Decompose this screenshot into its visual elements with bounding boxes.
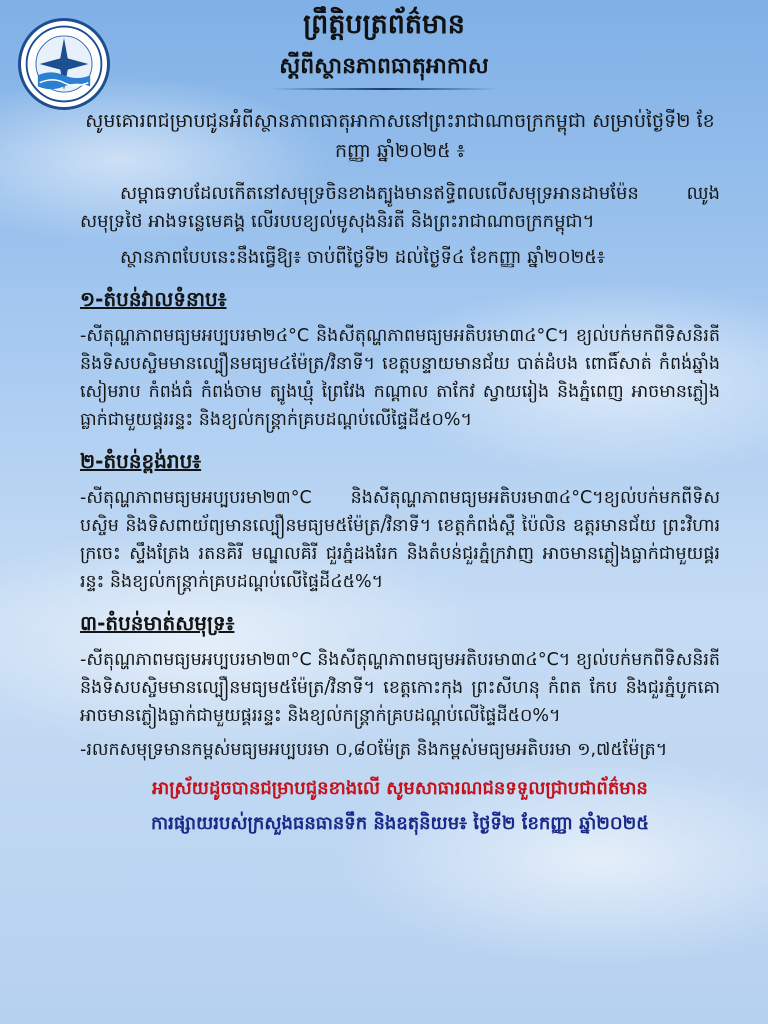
section-lowland-title: ១-តំបន់វាលទំនាប៖ — [80, 287, 227, 311]
intro-text: សូមគោរពជម្រាបជូនអំពីស្ថានភាពធាតុអាកាសនៅព្រះរាជាណាចក្រកម្ពុជា សម្រាប់ថ្ងៃទី២ ខែកញ្ញា ឆ្នាំ២០២៥ ៖ — [85, 110, 715, 162]
section-plateau-body: -សីតុណ្ហភាពមធ្យមអប្បបរមា២៣°C និងសីតុណ្ហភាពមធ្យមអតិបរមា៣៤°C។ខ្យល់បក់មកពីទិសបស្ចិម និងទិសពាយ័ព្យមានល្បឿនមធ្យម៥ម៉ែត្រ/វិនាទី។ ខេត្តកំពង់ស្ពឺ ប៉ៃលិន ឧត្ដរមានជ័យ ព្រះវិហារ ក្រចេះ ស្ទឹងត្រែង រតនគិរី មណ្ឌលគិរី ជួរភ្នំដងរែក និងតំបន់ជួរភ្នំក្រវាញ អាចមានភ្លៀងធ្លាក់ជាមួយផ្គររន្ទះ និងខ្យល់កន្ត្រាក់គ្របដណ្ដប់លើផ្ទៃដី៤៥%។ — [80, 488, 720, 592]
section-lowland-body: -សីតុណ្ហភាពមធ្យមអប្បបរមា២៤°C និងសីតុណ្ហភាពមធ្យមអតិបរមា៣៤°C។ ខ្យល់បក់មកពីទិសនិរតី និងទិសបស្ចិមមានល្បឿនមធ្យម៤ម៉ែត្រ/វិនាទី។ ខេត្តបន្ទាយមានជ័យ បាត់ដំបង ពោធិ៍សាត់ កំពង់ឆ្នាំង សៀមរាប កំពង់ធំ កំពង់ចាម ត្បូងឃ្មុំ ព្រៃវែង កណ្ដាល តាកែវ ស្វាយរៀង និងភ្នំពេញ អាចមានភ្លៀងធ្លាក់ជាមួយផ្គររន្ទះ និងខ្យល់កន្ត្រាក់គ្របដណ្ដប់លើផ្ទៃដី៥០%។ — [80, 326, 720, 430]
logo-emblem-icon — [21, 21, 107, 107]
public-notice: អាស្រ័យដូចបានជម្រាបជូនខាងលើ សូមសាធារណជនទទួលជ្រាបជាព័ត៌មាន — [152, 778, 648, 799]
bulletin-content — [80, 100, 720, 838]
title-divider — [270, 88, 498, 90]
publisher-footer: ការផ្សាយរបស់ក្រសួងធនធានទឹក និងឧតុនិយម៖ ថ្ងៃទី២ ខែកញ្ញា ឆ្នាំ២០២៥ — [151, 813, 649, 834]
section-coastal-waves: -រលកសមុទ្រមានកម្ពស់មធ្យមអប្បបរមា ០,៨០ម៉ែត្រ និងកម្ពស់មធ្យមអតិបរមា ១,៧៥ម៉ែត្រ។ — [80, 740, 668, 760]
forecast-period-paragraph: ស្ថានភាពបែបនេះនឹងធ្វើឱ្យ៖ ចាប់ពីថ្ងៃទី២ ដល់ថ្ងៃទី៤ ខែកញ្ញា ឆ្នាំ២០២៥៖ — [120, 247, 605, 268]
section-coastal-title: ៣-តំបន់មាត់សមុទ្រ៖ — [80, 611, 235, 635]
ministry-logo — [18, 18, 110, 110]
section-coastal-body: -សីតុណ្ហភាពមធ្យមអប្បបរមា២៣°C និងសីតុណ្ហភាពមធ្យមអតិបរមា៣៤°C។ ខ្យល់បក់មកពីទិសនិរតី និងទិសបស្ចិមមានល្បឿនមធ្យម៥ម៉ែត្រ/វិនាទី។ ខេត្តកោះកុង ព្រះសីហនុ កំពត កែប និងជួរភ្នំបូកគោ អាចមានភ្លៀងធ្លាក់ជាមួយផ្គររន្ទះ និងខ្យល់កន្ត្រាក់គ្របដណ្ដប់លើផ្ទៃដី៥០%។ — [80, 650, 720, 726]
synopsis-paragraph: សម្ពាធទាបដែលកើតនៅសមុទ្រចិនខាងត្បូងមានឥទ្ធិពលលើសមុទ្រអានដាមម៉ែន ឈូងសមុទ្រថៃ អាងទន្លេមេគង្គ លើរបបខ្យល់មូសុងនិរតី និងព្រះរាជាណាចក្រកម្ពុជា។ — [80, 183, 720, 232]
bulletin-subtitle: ស្ដីពីស្ថានភាពធាតុអាកាស — [279, 54, 489, 79]
section-plateau-title: ២-តំបន់ខ្ពង់រាប៖ — [80, 449, 202, 473]
bulletin-title: ព្រឹត្តិបត្រព័ត៌មាន — [303, 9, 465, 40]
